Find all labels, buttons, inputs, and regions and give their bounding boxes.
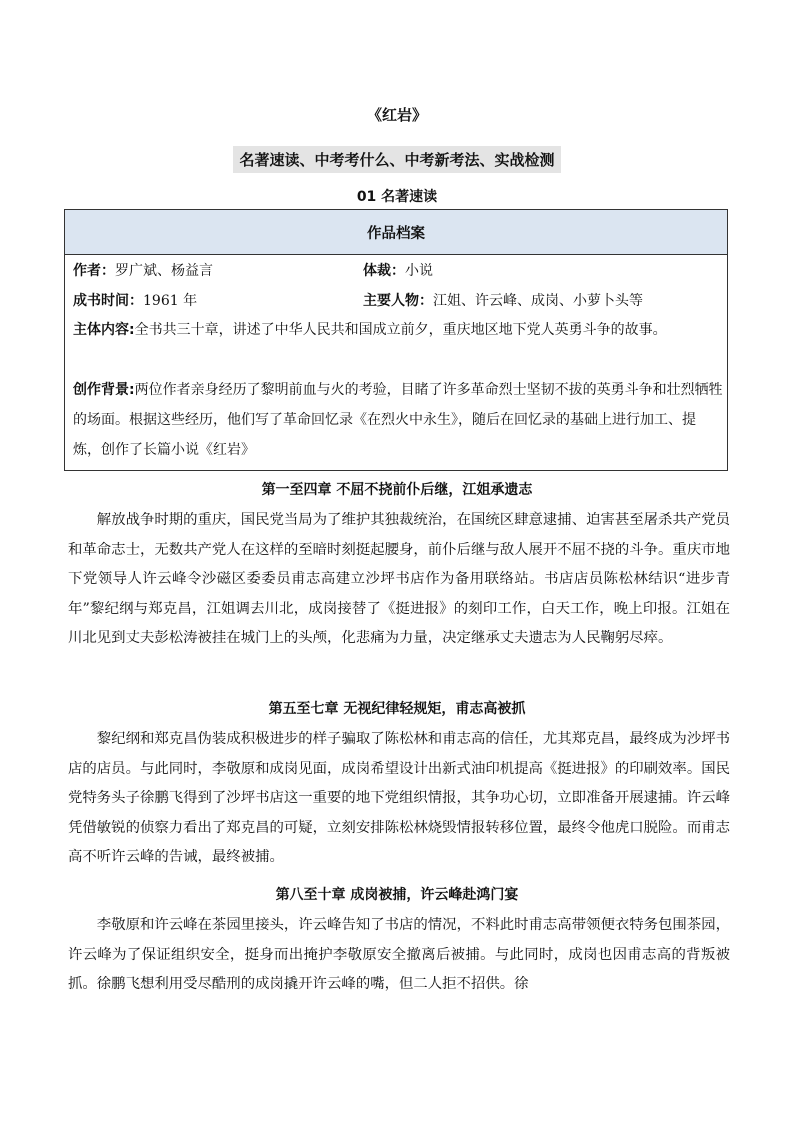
background-row [73, 375, 723, 465]
background-value: 两位作者亲身经历了黎明前血与火的考验，目睹了许多革命烈士坚韧不拔的英勇斗争和壮烈牺牲的场面。根据这些经历，他们写了革命回忆录《在烈火中永生》，随后在回忆录的基础上进行加工、提炼，创作了长篇小说《红岩》 [73, 382, 723, 458]
main-content-value: 全书共三十章，讲述了中华人民共和国成立前夕，重庆地区地下党人英勇斗争的故事。 [134, 322, 667, 338]
main-content-label: 主体内容: [73, 322, 135, 338]
chapter-title: 第一至四章 不屈不挠前仆后继，江姐承遗志 [261, 482, 533, 498]
profile-heading: 作品档案 [65, 210, 727, 255]
work-profile-box [64, 209, 728, 471]
book-title: 《红岩》 [366, 106, 427, 124]
background-label: 创作背景: [73, 382, 135, 398]
author-value: 罗广斌、杨益言 [115, 263, 213, 279]
author-label: 作者： [73, 263, 115, 279]
main-content-row [73, 315, 723, 345]
chapter-title: 第五至七章 无视纪律轻规矩，甫志高被抓 [268, 701, 526, 717]
genre-value: 小说 [405, 263, 433, 279]
subtitle-banner: 名著速读、中考考什么、中考新考法、实战检测 [233, 146, 560, 173]
section-heading: 01 名著速读 [356, 189, 438, 205]
chapter-summary: 解放战争时期的重庆，国民党当局为了维护其独裁统治，在国统区肆意逮捕、迫害甚至屠杀共产党员和革命志士，无数共产党人在这样的至暗时刻挺起腰身，前仆后继与敌人展开不屈不挠的斗争。重庆市地下党领导人许云峰令沙磁区委委员甫志高建立沙坪书店作为备用联络站。书店店员陈松林结识“进步青年”黎纪纲与郑克昌，江姐调去川北，成岗接替了《挺进报》的刻印工作，白天工作，晚上印报。江姐在川北见到丈夫彭松涛被挂在城门上的头颅，化悲痛为力量，决定继承丈夫遗志为人民鞠躬尽瘁。 [68, 512, 730, 647]
chapter-summary: 黎纪纲和郑克昌伪装成积极进步的样子骗取了陈松林和甫志高的信任，尤其郑克昌，最终成为沙坪书店的店员。与此同时，李敬原和成岗见面，成岗希望设计出新式油印机提高《挺进报》的印刷效率。国民党特务头子徐鹏飞得到了沙坪书店这一重要的地下党组织情报，其争功心切，立即准备开展逮捕。许云峰凭借敏锐的侦察力看出了郑克昌的可疑，立刻安排陈松林烧毁情报转移位置，最终令他虎口脱险。而甫志高不听许云峰的告诫，最终被捕。 [68, 731, 730, 866]
date-row [73, 290, 197, 310]
subtitle-wrap [0, 146, 794, 173]
chapter-summary: 李敬原和许云峰在茶园里接头，许云峰告知了书店的情况，不料此时甫志高带领便衣特务包围茶园，许云峰为了保证组织安全，挺身而出掩护李敬原安全撤离后被捕。与此同时，成岗也因甫志高的背叛被抓。徐鹏飞想利用受尽酷刑的成岗撬开许云峰的嘴，但二人拒不招供。徐 [68, 917, 730, 993]
genre-label: 体裁： [363, 263, 405, 279]
author-row [73, 260, 213, 280]
date-label: 成书时间： [73, 293, 143, 309]
characters-value: 江姐、许云峰、成岗、小萝卜头等 [433, 293, 643, 309]
characters-label: 主要人物： [363, 293, 433, 309]
characters-row [363, 290, 643, 310]
chapter-title: 第八至十章 成岗被捕，许云峰赴鸿门宴 [275, 887, 519, 903]
genre-row [363, 260, 433, 280]
date-value: 1961 年 [143, 293, 198, 309]
